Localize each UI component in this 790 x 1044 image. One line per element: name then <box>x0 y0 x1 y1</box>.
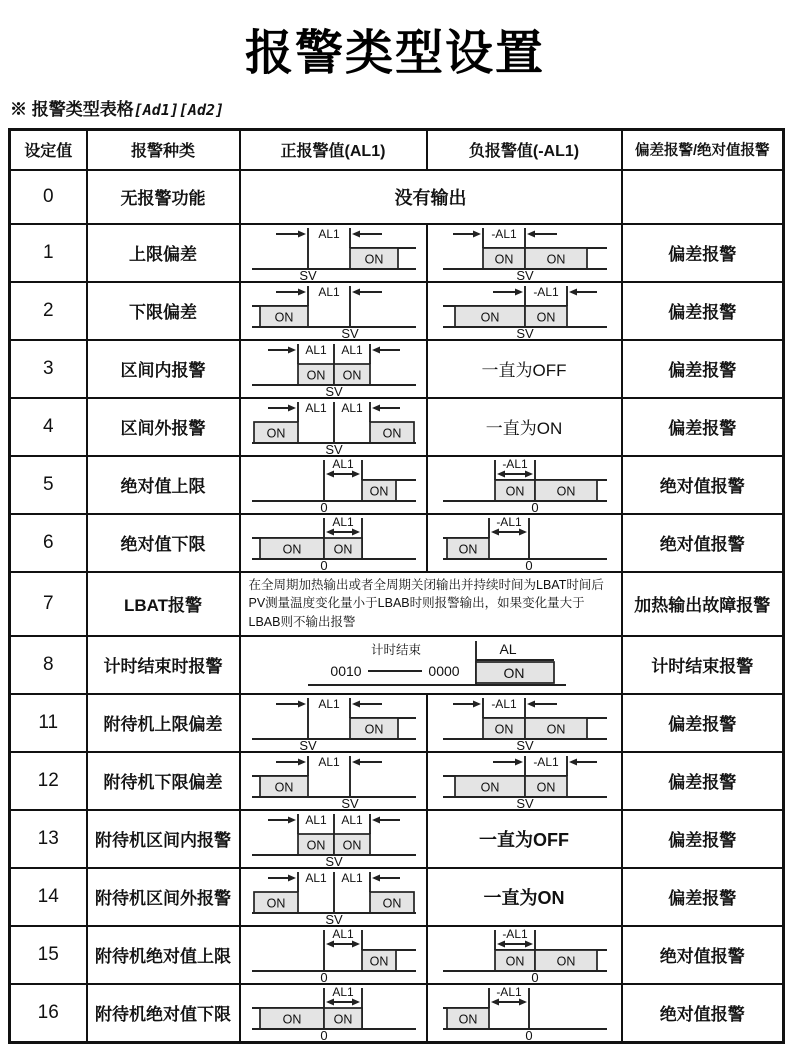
cell-positive-diagram <box>240 398 427 456</box>
svg-text:ON: ON <box>306 368 325 382</box>
cell-negative-diagram <box>427 224 622 282</box>
cell-category: 偏差报警 <box>622 224 784 282</box>
svg-text:ON: ON <box>364 252 383 266</box>
svg-text:ON: ON <box>546 722 565 737</box>
cell-alarm-kind: 上限偏差 <box>87 224 240 282</box>
cell-positive-diagram <box>240 224 427 282</box>
cell-positive-diagram <box>240 810 427 868</box>
svg-text:ON: ON <box>333 1012 352 1027</box>
cell-set-value: 14 <box>10 868 87 926</box>
no-output-label: 没有输出 <box>394 187 467 208</box>
cell-merged-text <box>240 170 622 224</box>
cell-alarm-kind: 附待机下限偏差 <box>87 752 240 810</box>
svg-text:ON: ON <box>342 838 361 853</box>
svg-text:AL1: AL1 <box>340 812 363 827</box>
svg-text:ON: ON <box>505 954 524 969</box>
svg-text:0010: 0010 <box>329 662 362 679</box>
svg-text:ON: ON <box>369 484 388 498</box>
svg-text:SV: SV <box>324 383 343 397</box>
svg-text:-AL1: -AL1 <box>490 226 517 241</box>
svg-text:-AL1: -AL1 <box>495 984 522 999</box>
alarm-diagram-dev_low_pos <box>246 283 421 339</box>
table-row <box>10 224 784 282</box>
svg-text:0: 0 <box>319 557 328 571</box>
cell-alarm-kind: 绝对值上限 <box>87 456 240 514</box>
cell-category: 偏差报警 <box>622 282 784 340</box>
svg-text:-AL1: -AL1 <box>532 754 559 769</box>
cell-alarm-kind: 无报警功能 <box>87 170 240 224</box>
svg-text:ON: ON <box>342 368 361 382</box>
svg-text:ON: ON <box>458 542 477 556</box>
cell-category: 偏差报警 <box>622 868 784 926</box>
cell-category: 绝对值报警 <box>622 926 784 984</box>
always-state-label: 一直为ON <box>483 887 565 908</box>
manual-page <box>0 14 790 1044</box>
table-header <box>10 130 784 170</box>
svg-text:ON: ON <box>536 310 555 324</box>
cell-set-value: 15 <box>10 926 87 984</box>
alarm-diagram-dev_high_neg <box>437 225 612 281</box>
cell-category: 偏差报警 <box>622 810 784 868</box>
svg-text:0000: 0000 <box>427 662 460 679</box>
svg-text:ON: ON <box>266 896 285 911</box>
alarm-diagram-abs_low_neg <box>437 515 612 571</box>
svg-text:SV: SV <box>515 267 534 281</box>
cell-positive-diagram <box>240 456 427 514</box>
table-row <box>10 926 784 984</box>
alarm-diagram-dev_low_neg <box>437 283 612 339</box>
alarm-diagram-band_out <box>246 869 421 925</box>
svg-text:0: 0 <box>319 969 328 983</box>
svg-text:ON: ON <box>306 838 325 853</box>
svg-text:ON: ON <box>364 722 383 737</box>
svg-text:AL1: AL1 <box>331 514 354 529</box>
table-row <box>10 170 784 224</box>
column-header-2: 正报警值(AL1) <box>240 130 427 170</box>
cell-positive-diagram <box>240 868 427 926</box>
svg-text:ON: ON <box>546 252 565 266</box>
alarm-diagram-dev_low_pos <box>246 753 421 809</box>
table-row <box>10 572 784 636</box>
svg-text:ON: ON <box>494 252 513 266</box>
svg-text:-AL1: -AL1 <box>490 696 517 711</box>
svg-text:-AL1: -AL1 <box>501 456 528 471</box>
svg-text:计时结束: 计时结束 <box>370 642 421 657</box>
svg-text:AL1: AL1 <box>317 226 340 241</box>
svg-text:0: 0 <box>319 499 328 513</box>
cell-positive-diagram <box>240 340 427 398</box>
header-row <box>10 130 784 170</box>
svg-text:AL1: AL1 <box>331 984 354 999</box>
svg-text:ON: ON <box>333 542 352 556</box>
cell-set-value: 4 <box>10 398 87 456</box>
svg-text:SV: SV <box>324 853 343 867</box>
cell-set-value: 2 <box>10 282 87 340</box>
cell-category: 偏差报警 <box>622 398 784 456</box>
svg-text:AL: AL <box>498 640 517 657</box>
cell-negative-diagram <box>427 926 622 984</box>
cell-set-value: 16 <box>10 984 87 1043</box>
table-row <box>10 514 784 572</box>
svg-text:AL1: AL1 <box>317 696 340 711</box>
svg-text:AL1: AL1 <box>304 870 327 885</box>
svg-text:AL1: AL1 <box>304 400 327 415</box>
svg-text:0: 0 <box>530 499 539 513</box>
alarm-diagram-timer <box>246 637 616 693</box>
svg-text:SV: SV <box>324 911 343 925</box>
alarm-diagram-abs_high_pos <box>246 927 421 983</box>
always-state-label: 一直为ON <box>485 419 563 438</box>
svg-text:AL1: AL1 <box>340 342 363 357</box>
svg-text:ON: ON <box>480 780 499 795</box>
svg-text:0: 0 <box>524 557 533 571</box>
svg-text:SV: SV <box>515 737 534 751</box>
table-row <box>10 636 784 694</box>
cell-negative-text <box>427 398 622 456</box>
alarm-diagram-dev_high_pos <box>246 695 421 751</box>
cell-positive-diagram <box>240 514 427 572</box>
svg-text:AL1: AL1 <box>304 342 327 357</box>
cell-alarm-kind: 计时结束时报警 <box>87 636 240 694</box>
alarm-diagram-dev_high_pos <box>246 225 421 281</box>
cell-negative-diagram <box>427 456 622 514</box>
svg-text:ON: ON <box>480 310 499 324</box>
cell-positive-diagram <box>240 926 427 984</box>
alarm-diagram-abs_low_neg <box>437 985 612 1041</box>
param-code-ad1: [Ad1] <box>133 101 179 119</box>
cell-set-value: 6 <box>10 514 87 572</box>
page-title: 报警类型设置 <box>244 27 545 80</box>
alarm-diagram-abs_low_pos <box>246 985 421 1041</box>
svg-text:SV: SV <box>324 441 343 455</box>
svg-text:AL1: AL1 <box>317 284 340 299</box>
cell-alarm-kind: 绝对值下限 <box>87 514 240 572</box>
cell-category: 绝对值报警 <box>622 984 784 1043</box>
svg-text:AL1: AL1 <box>340 400 363 415</box>
table-row <box>10 398 784 456</box>
svg-text:0: 0 <box>319 1027 328 1041</box>
svg-text:ON: ON <box>494 722 513 737</box>
svg-text:-AL1: -AL1 <box>495 514 522 529</box>
column-header-3: 负报警值(-AL1) <box>427 130 622 170</box>
svg-text:ON: ON <box>458 1012 477 1027</box>
cell-positive-diagram <box>240 282 427 340</box>
cell-set-value: 0 <box>10 170 87 224</box>
svg-text:SV: SV <box>298 737 317 751</box>
cell-alarm-kind: 附待机绝对值下限 <box>87 984 240 1043</box>
table-body <box>10 170 784 1043</box>
cell-negative-diagram <box>427 514 622 572</box>
cell-alarm-kind: LBAT报警 <box>87 572 240 636</box>
cell-alarm-kind: 附待机上限偏差 <box>87 694 240 752</box>
table-row <box>10 456 784 514</box>
svg-text:AL1: AL1 <box>331 926 354 941</box>
lbat-description: 在全周期加热输出或者全周期关闭输出并持续时间为LBAT时间后PV测量温度变化量小于LBAB时则报警输出，如果变化量大于LBAB则不输出报警 <box>248 577 604 629</box>
cell-set-value: 12 <box>10 752 87 810</box>
cell-merged-description <box>240 572 622 636</box>
svg-text:ON: ON <box>282 1012 301 1027</box>
cell-positive-diagram <box>240 752 427 810</box>
cell-category: 偏差报警 <box>622 752 784 810</box>
svg-text:AL1: AL1 <box>304 812 327 827</box>
svg-text:-AL1: -AL1 <box>532 284 559 299</box>
svg-text:ON: ON <box>382 896 401 911</box>
cell-negative-diagram <box>427 984 622 1043</box>
cell-negative-text <box>427 340 622 398</box>
svg-text:ON: ON <box>503 664 524 681</box>
cell-category <box>622 170 784 224</box>
column-header-1: 报警种类 <box>87 130 240 170</box>
cell-alarm-kind: 区间外报警 <box>87 398 240 456</box>
svg-text:ON: ON <box>274 780 293 795</box>
svg-text:ON: ON <box>505 484 524 498</box>
svg-text:SV: SV <box>298 267 317 281</box>
svg-text:SV: SV <box>340 325 359 339</box>
table-row <box>10 340 784 398</box>
cell-alarm-kind: 附待机区间外报警 <box>87 868 240 926</box>
caption-text: ※ 报警类型表格 <box>10 100 134 119</box>
cell-positive-diagram <box>240 694 427 752</box>
svg-text:ON: ON <box>556 954 575 969</box>
svg-text:AL1: AL1 <box>340 870 363 885</box>
param-code-ad2: [Ad2] <box>178 101 225 119</box>
cell-negative-diagram <box>427 752 622 810</box>
always-state-label: 一直为OFF <box>481 361 567 380</box>
table-row <box>10 810 784 868</box>
cell-set-value: 5 <box>10 456 87 514</box>
alarm-diagram-abs_low_pos <box>246 515 421 571</box>
cell-negative-diagram <box>427 282 622 340</box>
cell-alarm-kind: 附待机区间内报警 <box>87 810 240 868</box>
svg-text:-AL1: -AL1 <box>501 926 528 941</box>
cell-category: 计时结束报警 <box>622 636 784 694</box>
cell-alarm-kind: 附待机绝对值上限 <box>87 926 240 984</box>
cell-negative-diagram <box>427 694 622 752</box>
table-row <box>10 694 784 752</box>
svg-text:ON: ON <box>369 954 388 969</box>
table-caption <box>10 95 790 120</box>
cell-set-value: 7 <box>10 572 87 636</box>
table-row <box>10 868 784 926</box>
cell-merged-diagram <box>240 636 622 694</box>
svg-text:ON: ON <box>536 780 555 795</box>
alarm-diagram-dev_high_neg <box>437 695 612 751</box>
table-row <box>10 984 784 1043</box>
cell-negative-text <box>427 868 622 926</box>
svg-text:ON: ON <box>266 426 285 440</box>
svg-text:ON: ON <box>274 310 293 324</box>
svg-text:SV: SV <box>340 795 359 809</box>
svg-text:ON: ON <box>282 542 301 556</box>
column-header-4: 偏差报警/绝对值报警 <box>622 130 784 170</box>
cell-set-value: 3 <box>10 340 87 398</box>
alarm-type-table <box>8 128 785 1044</box>
cell-category: 绝对值报警 <box>622 456 784 514</box>
cell-set-value: 11 <box>10 694 87 752</box>
alarm-diagram-abs_high_pos <box>246 457 421 513</box>
cell-category: 偏差报警 <box>622 694 784 752</box>
always-state-label: 一直为OFF <box>479 829 569 850</box>
cell-category: 绝对值报警 <box>622 514 784 572</box>
cell-category: 偏差报警 <box>622 340 784 398</box>
cell-set-value: 13 <box>10 810 87 868</box>
alarm-diagram-abs_high_neg <box>437 927 612 983</box>
svg-text:0: 0 <box>530 969 539 983</box>
cell-positive-diagram <box>240 984 427 1043</box>
cell-category: 加热输出故障报警 <box>622 572 784 636</box>
table-row <box>10 282 784 340</box>
svg-text:AL1: AL1 <box>331 456 354 471</box>
alarm-diagram-dev_low_neg <box>437 753 612 809</box>
alarm-diagram-band_in <box>246 341 421 397</box>
column-header-0: 设定值 <box>10 130 87 170</box>
table-row <box>10 752 784 810</box>
alarm-diagram-abs_high_neg <box>437 457 612 513</box>
cell-alarm-kind: 下限偏差 <box>87 282 240 340</box>
cell-set-value: 1 <box>10 224 87 282</box>
svg-text:SV: SV <box>515 795 534 809</box>
cell-set-value: 8 <box>10 636 87 694</box>
cell-negative-text <box>427 810 622 868</box>
svg-text:AL1: AL1 <box>317 754 340 769</box>
svg-text:SV: SV <box>515 325 534 339</box>
svg-text:ON: ON <box>556 484 575 498</box>
alarm-diagram-band_out <box>246 399 421 455</box>
alarm-diagram-band_in <box>246 811 421 867</box>
svg-text:ON: ON <box>382 426 401 440</box>
cell-alarm-kind: 区间内报警 <box>87 340 240 398</box>
svg-text:0: 0 <box>524 1027 533 1041</box>
